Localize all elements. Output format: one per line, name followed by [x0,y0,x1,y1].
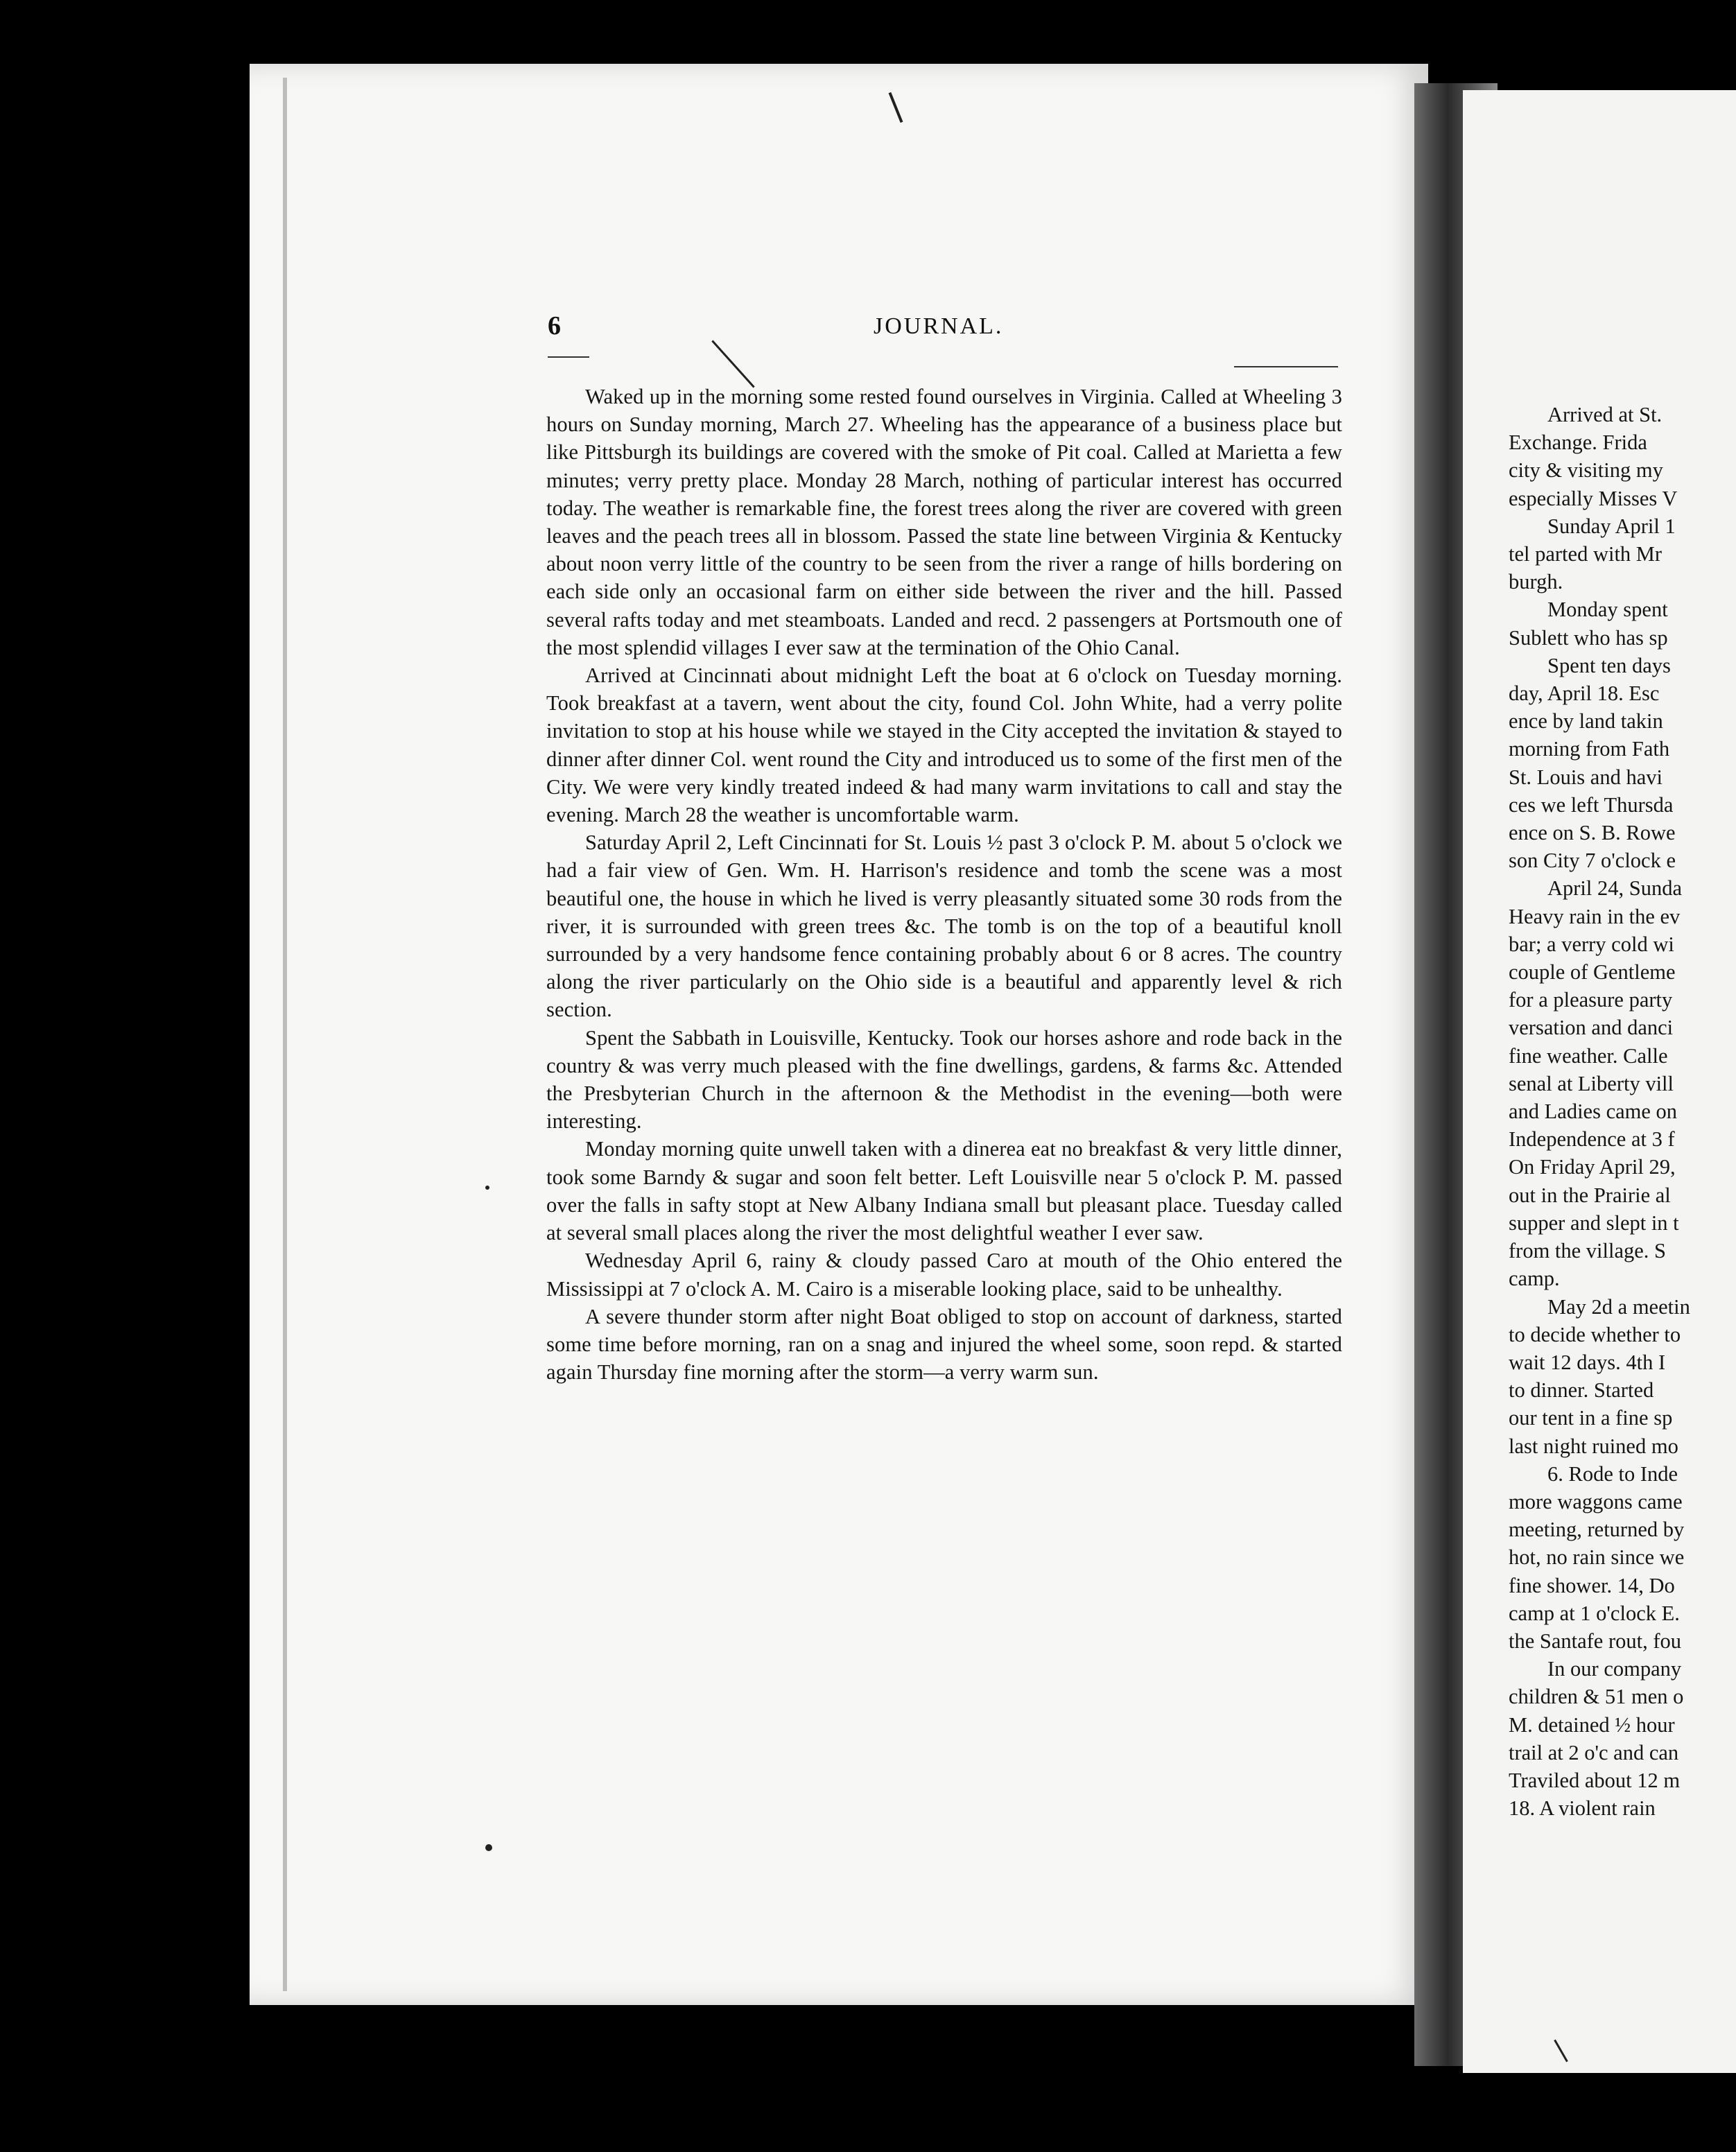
right-page-line: fine shower. 14, Do [1509,1573,1675,1597]
right-page-line: last night ruined mo [1509,1434,1678,1458]
paragraph: Waked up in the morning some rested found ourselves in Virginia. Called at Wheeling 3 hours on Sunday morning, March 27. Wheeling has the appearance of a business place but like Pittsburgh its buildings are covered with the smoke of Pit coal. Called at Marietta a few minutes; verry pretty place. Monday 28 March, nothing of particular interest has occurred today. The weather is remarkable fine, the forest trees along the river are covered with green leaves and the peach trees all in blossom. Passed the state line between Virginia & Kentucky about noon verry little of the country to be seen from the river a range of hills bordering on each side only an occasional farm on either side between the river and the hill. Passed several rafts today and met steamboats. Landed and recd. 2 passengers at Portsmouth one of the most splendid villages I ever saw at the termination of the Ohio Canal. [546,385,1342,659]
right-page-line: bar; a verry cold wi [1509,932,1674,956]
right-page-line: day, April 18. Esc [1509,682,1660,706]
right-page-line: May 2d a meetin [1547,1294,1690,1319]
paragraph: Arrived at Cincinnati about midnight Left the boat at 6 o'clock on Tuesday morning. Took breakfast at a tavern, went about the city, found Col. John White, had a verry polite invitation to stop at his house while we stayed in the City accepted the invitation & stayed to dinner after dinner Col. went round the City and introduced us to some of the first men of the City. We were very kindly treated indeed & had many warm invitations to call and stay the evening. March 28 the weather is uncomfortable warm. [546,663,1342,827]
right-page-line: senal at Liberty vill [1509,1071,1674,1095]
right-page-line: ence by land takin [1509,709,1663,734]
paragraph: Monday morning quite unwell taken with a dinerea eat no breakfast & very little dinner, took some Barndy & sugar and soon felt better. Left Louisville near 5 o'clock P. M. passed over the falls in safty stopt at New Albany Indiana small but pleasant place. Tuesday called at several small places along the river the most delightful weather I ever saw. [546,1137,1342,1245]
right-page-line: Sublett who has sp [1509,625,1668,650]
right-page-line: Exchange. Frida [1509,431,1647,455]
right-page-line: trail at 2 o'c and can [1509,1740,1679,1764]
right-page-line: Arrived at St. [1547,403,1663,426]
right-page-line: the Santafe rout, fou [1509,1629,1682,1653]
right-page-line: more waggons came [1509,1489,1683,1513]
right-page-line: out in the Prairie al [1509,1183,1671,1207]
right-page-line: Heavy rain in the ev [1509,904,1681,928]
right-page-line: tel parted with Mr [1509,542,1663,566]
journal-body [546,383,1342,1386]
right-page-line: On Friday April 29, [1509,1155,1676,1179]
right-page-line: ces we left Thursda [1509,792,1674,817]
right-page-line: St. Louis and havi [1509,765,1663,789]
right-page-line: for a pleasure party [1509,988,1673,1012]
paragraph: A severe thunder storm after night Boat obliged to stop on account of darkness, started some time before morning, ran on a snag and injured the wheel some, soon repd. & started again Thursday fine morning after the storm—a verry warm sun. [546,1304,1342,1385]
right-page-line: Independence at 3 f [1509,1127,1675,1152]
right-page-line: Spent ten days [1547,653,1671,677]
page-number: 6 [548,311,561,340]
right-page-line: wait 12 days. 4th I [1509,1350,1666,1374]
right-page-line: to decide whether to [1509,1322,1681,1346]
right-page-line: 18. A violent rain [1509,1796,1656,1821]
right-page-line: children & 51 men o [1509,1685,1684,1709]
page-title: JOURNAL. [874,313,1004,339]
right-page-line: couple of Gentleme [1509,960,1676,984]
right-page-line: M. detained ½ hour [1509,1712,1675,1737]
right-page-line: In our company [1547,1657,1682,1681]
right-page-line: and Ladies came on [1509,1100,1678,1124]
right-page-line: ence on S. B. Rowe [1509,821,1676,845]
right-page-line: 6. Rode to Inde [1547,1461,1678,1486]
right-page-line: supper and slept in t [1509,1210,1679,1235]
header-rule-right [1234,366,1338,367]
right-page-line: versation and danci [1509,1016,1674,1040]
right-page-line: son City 7 o'clock e [1509,849,1676,873]
right-page-line: especially Misses V [1509,486,1678,510]
paragraph: Saturday April 2, Left Cincinnati for St. Louis ½ past 3 o'clock P. M. about 5 o'clock we had a fair view of Gen. Wm. H. Harrison's residence and tomb the scene was a most beautiful one, the house in which he lived is verry pleasantly situated some 30 rods from the river, it is surrounded with green trees &c. The tomb is on the top of a beautiful knoll surrounded by a very handsome fence containing probably about 6 or 8 acres. The country along the river particularly on the Ohio side is a beautiful and apparently level & rich section. [546,831,1342,1022]
right-page-line: fine weather. Calle [1509,1043,1668,1068]
right-page-line: camp at 1 o'clock E. [1509,1601,1680,1625]
right-page-line: to dinner. Started [1509,1378,1654,1403]
page-edge [283,78,287,1991]
right-page-line: April 24, Sunda [1547,876,1683,901]
right-page-line: burgh. [1509,570,1563,594]
right-page-line: morning from Fath [1509,737,1670,761]
right-page-line: Traviled about 12 m [1509,1768,1681,1792]
ink-mark [485,1844,492,1851]
ink-mark [485,1186,489,1190]
right-page-line: our tent in a fine sp [1509,1406,1673,1430]
right-page-line: Monday spent [1547,598,1668,622]
right-page-line: city & visiting my [1509,458,1663,483]
header-rule-left [548,356,589,358]
right-page-line: Sunday April 1 [1547,514,1676,538]
right-page-line: meeting, returned by [1509,1518,1685,1542]
right-page-text [1509,401,1736,1822]
right-page-line: camp. [1509,1267,1560,1291]
paragraph: Spent the Sabbath in Louisville, Kentucky. Took our horses ashore and rode back in the country & was verry much pleased with the fine dwellings, gardens, & farms &c. Attended the Presbyterian Church in the afternoon & the Methodist in the evening—both were interesting. [546,1025,1342,1134]
running-head [548,311,1380,341]
paragraph: Wednesday April 6, rainy & cloudy passed Caro at mouth of the Ohio entered the Mississippi at 7 o'clock A. M. Cairo is a miserable looking place, said to be unhealthy. [546,1249,1342,1301]
right-page-line: hot, no rain since we [1509,1545,1685,1570]
right-page-line: from the village. S [1509,1239,1667,1263]
